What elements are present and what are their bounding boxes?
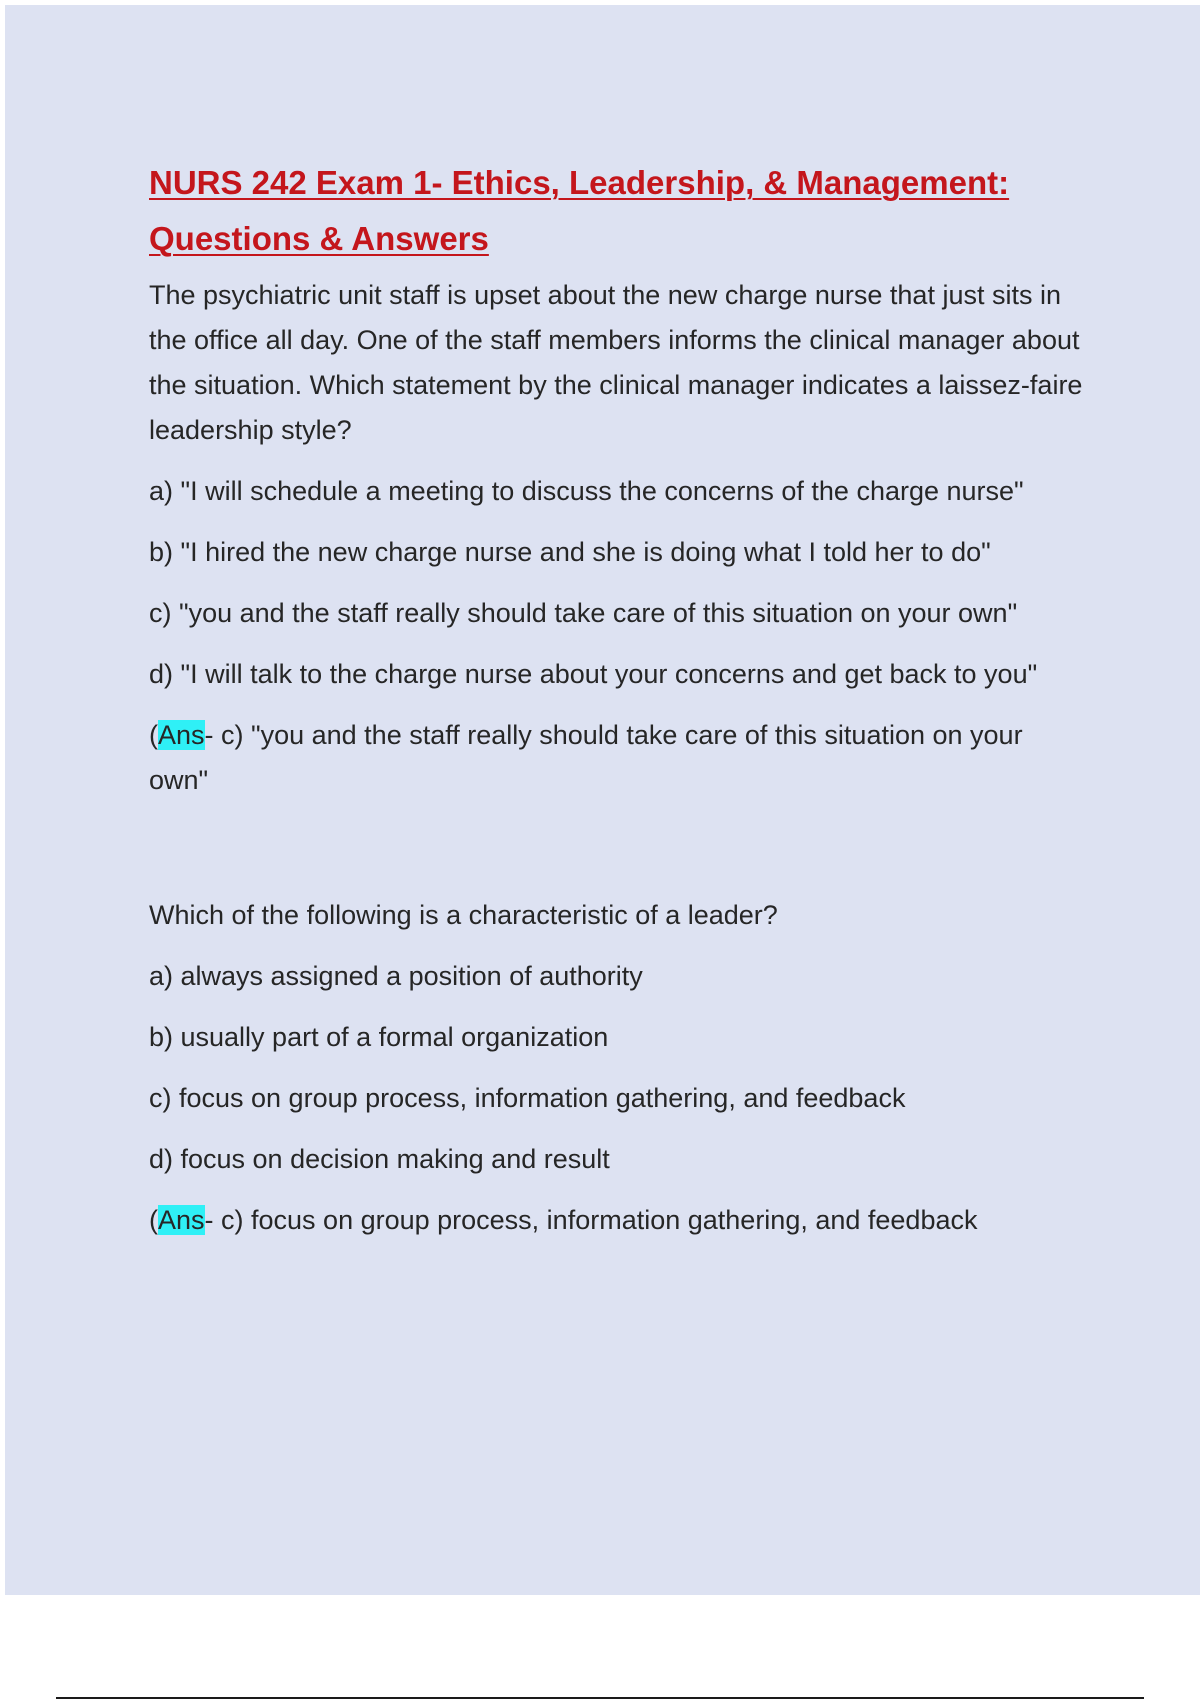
answer-option-d: d) "I will talk to the charge nurse about your concerns and get back to you" <box>149 659 1038 689</box>
answer-label-highlight: Ans <box>158 1205 205 1235</box>
answer-option-c: c) "you and the staff really should take care of this situation on your own" <box>149 598 1018 628</box>
document-page <box>5 5 1200 1595</box>
question-1 <box>149 273 1089 803</box>
answer-label-highlight: Ans <box>158 720 205 750</box>
answer-text: - c) focus on group process, information gathering, and feedback <box>204 1205 978 1235</box>
correct-answer <box>149 713 1089 803</box>
answer-option-c: c) focus on group process, information gathering, and feedback <box>149 1083 906 1113</box>
answer-text: - c) "you and the staff really should take care of this situation on your own" <box>149 720 1023 795</box>
answer-option-a: a) always assigned a position of authority <box>149 961 643 991</box>
question-2 <box>149 893 1089 1243</box>
answer-open-paren: ( <box>149 1205 158 1235</box>
question-spacer <box>149 819 1089 893</box>
question-prompt: The psychiatric unit staff is upset about the new charge nurse that just sits in the office all day. One of the staff members informs the clinical manager about the situation. Which statement by the clinical manager indicates a laissez-faire leadership style? <box>149 280 1083 445</box>
document-content <box>149 155 1089 1259</box>
document-title: NURS 242 Exam 1- Ethics, Leadership, & Management: Questions & Answers <box>149 164 1010 257</box>
answer-option-b: b) "I hired the new charge nurse and she is doing what I told her to do" <box>149 537 991 567</box>
question-prompt: Which of the following is a characteristic of a leader? <box>149 900 778 930</box>
answer-option-d: d) focus on decision making and result <box>149 1144 610 1174</box>
answer-open-paren: ( <box>149 720 158 750</box>
correct-answer <box>149 1198 1089 1243</box>
answer-option-a: a) "I will schedule a meeting to discuss the concerns of the charge nurse" <box>149 476 1024 506</box>
footer-divider <box>56 1697 1144 1699</box>
answer-option-b: b) usually part of a formal organization <box>149 1022 609 1052</box>
